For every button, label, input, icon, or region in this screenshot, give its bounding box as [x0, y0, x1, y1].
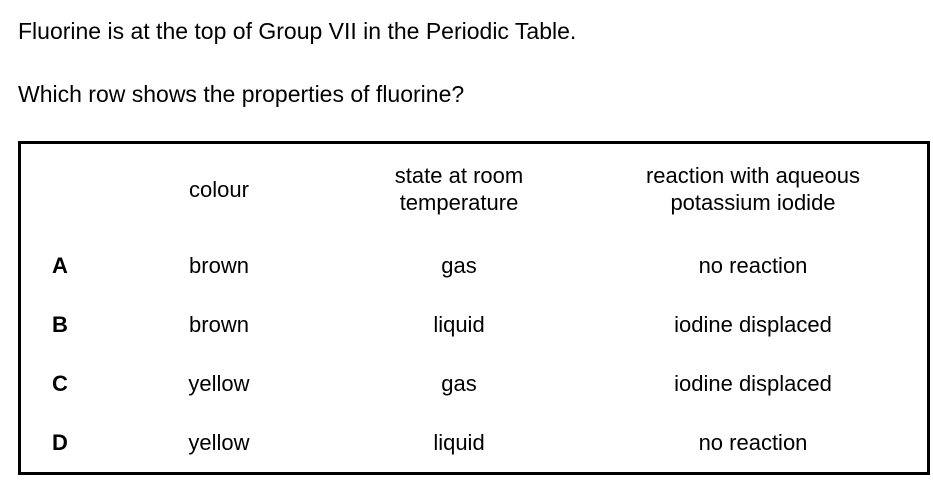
- header-cell-colour: colour: [189, 176, 249, 202]
- question-stem-line-2: Which row shows the properties of fluorine?: [18, 81, 465, 108]
- header-cell-reaction: [579, 143, 929, 237]
- table-header-row: [20, 143, 929, 237]
- row-colour: yellow: [188, 429, 250, 455]
- row-reaction: iodine displaced: [674, 311, 832, 337]
- header-reaction-line-2: potassium iodide: [670, 190, 836, 216]
- row-letter: C: [52, 370, 68, 396]
- row-colour: yellow: [188, 370, 250, 396]
- table-row[interactable]: [20, 295, 929, 354]
- row-colour: brown: [189, 311, 249, 337]
- row-state: liquid: [433, 311, 485, 337]
- options-table-wrapper: [18, 141, 930, 475]
- row-letter: D: [52, 429, 68, 455]
- row-state: liquid: [433, 429, 485, 455]
- row-state: gas: [441, 252, 477, 278]
- question-stem-line-1: Fluorine is at the top of Group VII in the Periodic Table.: [18, 18, 577, 44]
- row-letter: B: [52, 311, 68, 337]
- table-row[interactable]: [20, 413, 929, 474]
- table-row[interactable]: [20, 354, 929, 413]
- row-reaction: no reaction: [698, 252, 808, 278]
- header-cell-letter: [20, 143, 100, 237]
- table-row[interactable]: [20, 236, 929, 295]
- header-reaction-line-1: reaction with aqueous: [645, 163, 861, 189]
- row-reaction: no reaction: [698, 429, 808, 455]
- row-reaction: iodine displaced: [674, 370, 832, 396]
- row-letter: A: [52, 252, 68, 278]
- options-table: [18, 141, 930, 475]
- row-state: gas: [441, 370, 477, 396]
- header-cell-state: [339, 143, 579, 237]
- header-state-line-1: state at room: [394, 163, 524, 189]
- header-state-line-2: temperature: [399, 190, 519, 216]
- row-colour: brown: [189, 252, 249, 278]
